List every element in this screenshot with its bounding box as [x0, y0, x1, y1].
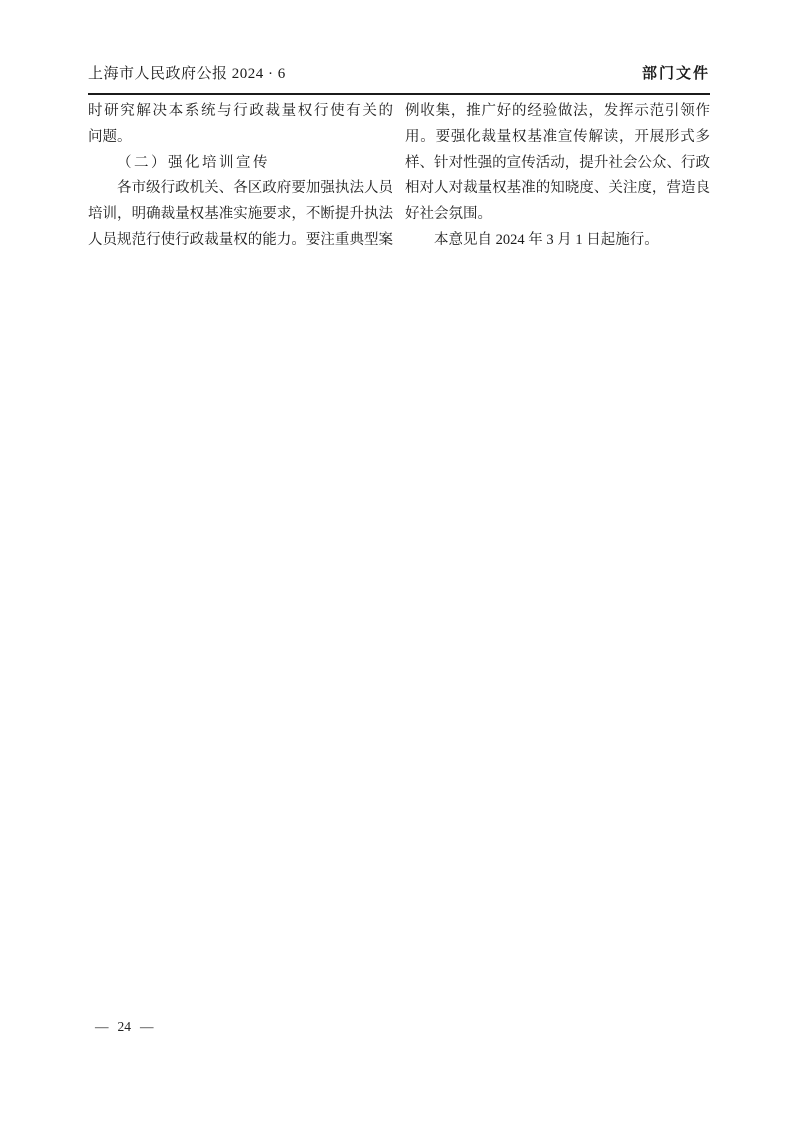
text-column-right [405, 99, 710, 254]
text-line: 各市级行政机关、各区政府要加强执法人员 [117, 180, 393, 197]
text-line: 样、针对性强的宣传活动，提升社会公众、行政 [405, 154, 710, 171]
header-section-label: 部门文件 [641, 66, 710, 82]
text-line: 用。要强化裁量权基准宣传解读，开展形式多 [405, 128, 710, 145]
page-body [88, 99, 710, 254]
subsection-heading: （二）强化培训宣传 [117, 154, 270, 171]
footer-dash-right: — [140, 1019, 154, 1034]
page-footer [95, 1019, 154, 1035]
text-line: 问题。 [88, 128, 132, 145]
text-line: 好社会氛围。 [405, 206, 492, 223]
text-line: 人员规范行使行政裁量权的能力。要注重典型案 [88, 231, 393, 248]
footer-dash-left: — [95, 1019, 109, 1034]
text-line: 本意见自 2024 年 3 月 1 日起施行。 [434, 231, 659, 248]
text-line: 相对人对裁量权基准的知晓度、关注度，营造良 [405, 180, 710, 197]
header-rule [88, 93, 710, 95]
text-line: 例收集，推广好的经验做法，发挥示范引领作 [405, 103, 710, 119]
page-number: 24 [117, 1019, 131, 1034]
text-line: 培训，明确裁量权基准实施要求，不断提升执法 [88, 206, 393, 223]
text-line: 时研究解决本系统与行政裁量权行使有关的 [88, 103, 393, 119]
page-header [88, 62, 710, 83]
text-column-left [88, 99, 393, 254]
header-gazette-title: 上海市人民政府公报 2024 · 6 [88, 66, 286, 82]
